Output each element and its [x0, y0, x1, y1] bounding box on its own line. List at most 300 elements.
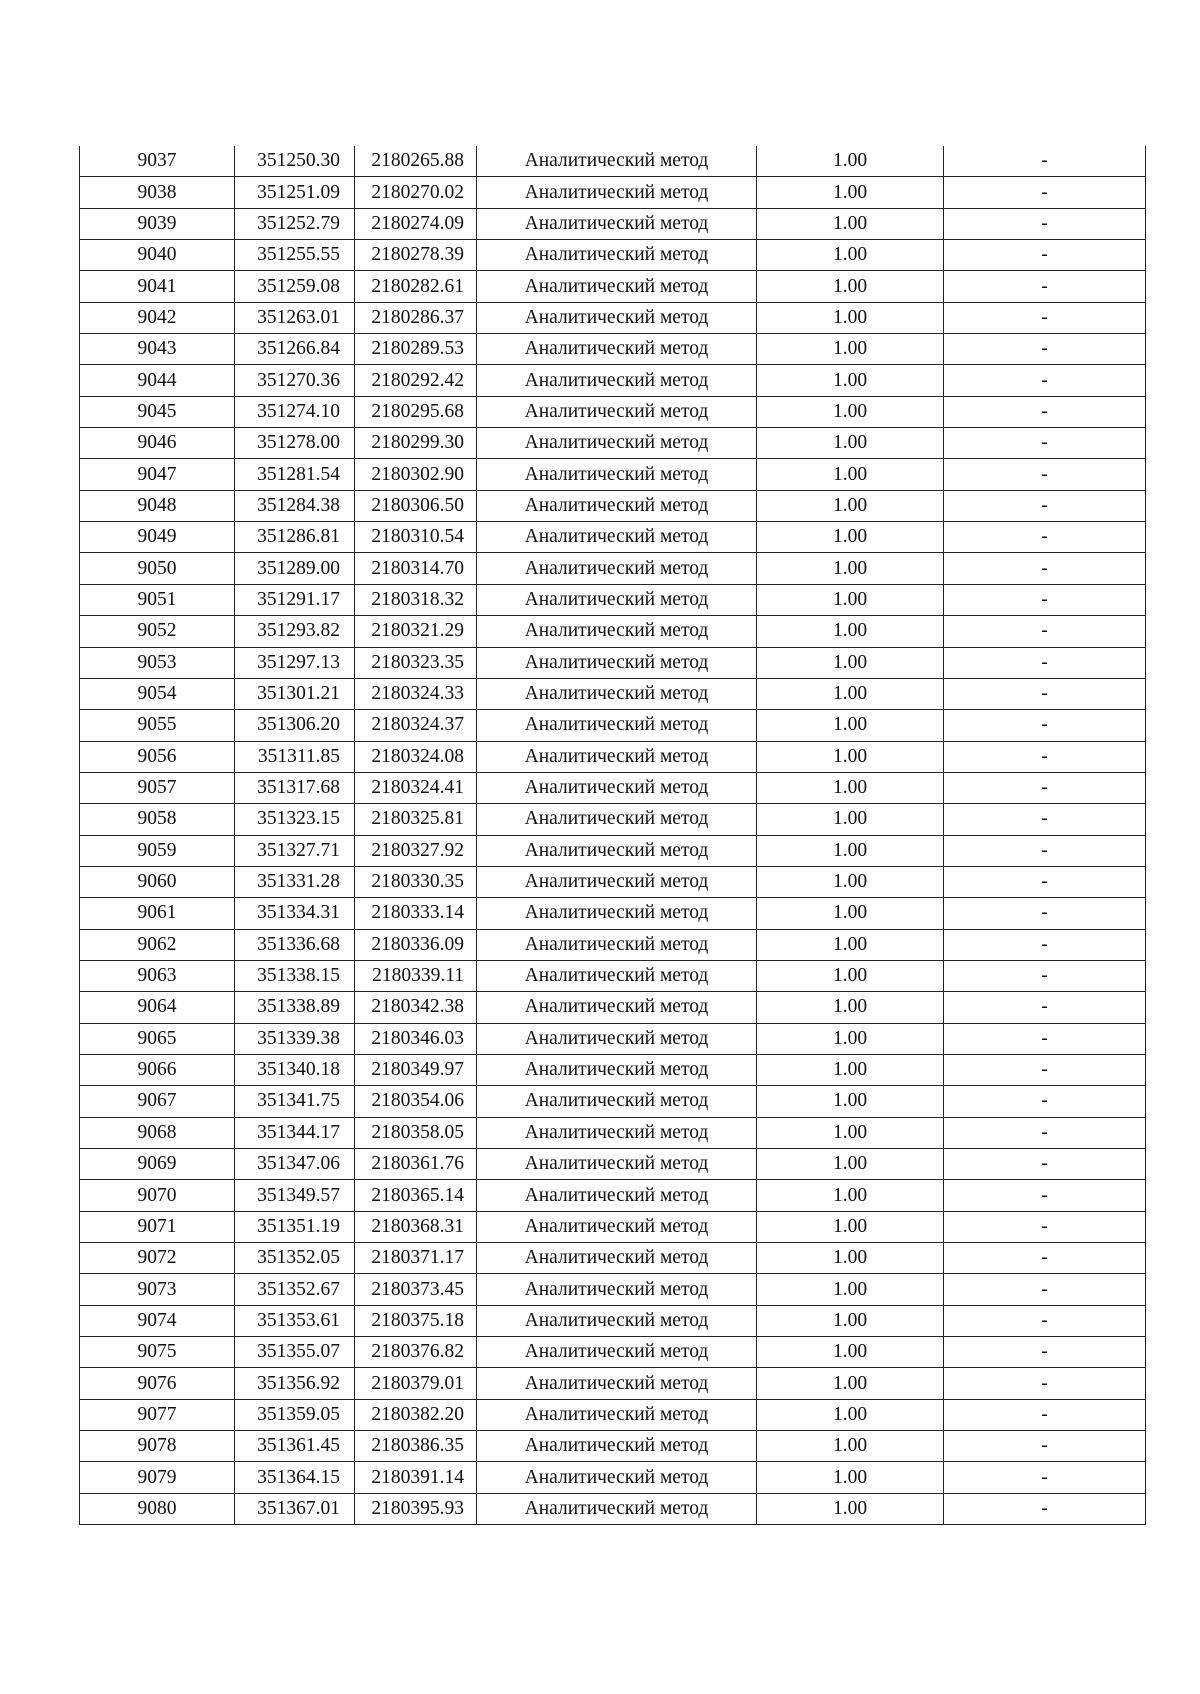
y-coordinate-cell: 2180375.18 [355, 1305, 477, 1336]
table-row [80, 898, 1146, 929]
x-coordinate-cell: 351339.38 [235, 1023, 355, 1054]
note-cell: - [944, 835, 1146, 866]
point-number-cell: 9070 [80, 1180, 235, 1211]
table-row [80, 835, 1146, 866]
y-coordinate-cell: 2180354.06 [355, 1086, 477, 1117]
method-cell: Аналитический метод [477, 490, 757, 521]
method-cell: Аналитический метод [477, 365, 757, 396]
y-coordinate-cell: 2180325.81 [355, 804, 477, 835]
point-number-cell: 9073 [80, 1274, 235, 1305]
method-cell: Аналитический метод [477, 992, 757, 1023]
note-cell: - [944, 271, 1146, 302]
method-cell: Аналитический метод [477, 741, 757, 772]
point-number-cell: 9057 [80, 772, 235, 803]
table-row [80, 1243, 1146, 1274]
y-coordinate-cell: 2180274.09 [355, 208, 477, 239]
x-coordinate-cell: 351327.71 [235, 835, 355, 866]
table-row [80, 1305, 1146, 1336]
method-cell: Аналитический метод [477, 866, 757, 897]
x-coordinate-cell: 351293.82 [235, 616, 355, 647]
note-cell: - [944, 334, 1146, 365]
x-coordinate-cell: 351344.17 [235, 1117, 355, 1148]
x-coordinate-cell: 351274.10 [235, 396, 355, 427]
accuracy-cell: 1.00 [757, 334, 944, 365]
point-number-cell: 9041 [80, 271, 235, 302]
x-coordinate-cell: 351347.06 [235, 1149, 355, 1180]
table-row [80, 365, 1146, 396]
y-coordinate-cell: 2180314.70 [355, 553, 477, 584]
y-coordinate-cell: 2180324.08 [355, 741, 477, 772]
x-coordinate-cell: 351270.36 [235, 365, 355, 396]
accuracy-cell: 1.00 [757, 866, 944, 897]
point-number-cell: 9061 [80, 898, 235, 929]
point-number-cell: 9038 [80, 177, 235, 208]
accuracy-cell: 1.00 [757, 741, 944, 772]
note-cell: - [944, 208, 1146, 239]
table-row [80, 553, 1146, 584]
method-cell: Аналитический метод [477, 428, 757, 459]
note-cell: - [944, 992, 1146, 1023]
y-coordinate-cell: 2180379.01 [355, 1368, 477, 1399]
accuracy-cell: 1.00 [757, 898, 944, 929]
x-coordinate-cell: 351289.00 [235, 553, 355, 584]
point-number-cell: 9068 [80, 1117, 235, 1148]
y-coordinate-cell: 2180318.32 [355, 584, 477, 615]
accuracy-cell: 1.00 [757, 1337, 944, 1368]
accuracy-cell: 1.00 [757, 835, 944, 866]
accuracy-cell: 1.00 [757, 1274, 944, 1305]
point-number-cell: 9054 [80, 678, 235, 709]
y-coordinate-cell: 2180349.97 [355, 1054, 477, 1085]
point-number-cell: 9062 [80, 929, 235, 960]
method-cell: Аналитический метод [477, 1023, 757, 1054]
y-coordinate-cell: 2180371.17 [355, 1243, 477, 1274]
table-row [80, 1180, 1146, 1211]
accuracy-cell: 1.00 [757, 1211, 944, 1242]
table-row [80, 177, 1146, 208]
method-cell: Аналитический метод [477, 929, 757, 960]
y-coordinate-cell: 2180282.61 [355, 271, 477, 302]
method-cell: Аналитический метод [477, 1243, 757, 1274]
table-row [80, 647, 1146, 678]
table-row [80, 240, 1146, 271]
y-coordinate-cell: 2180327.92 [355, 835, 477, 866]
point-number-cell: 9069 [80, 1149, 235, 1180]
point-number-cell: 9058 [80, 804, 235, 835]
y-coordinate-cell: 2180336.09 [355, 929, 477, 960]
method-cell: Аналитический метод [477, 616, 757, 647]
table-row [80, 1274, 1146, 1305]
accuracy-cell: 1.00 [757, 490, 944, 521]
table-row [80, 1211, 1146, 1242]
table-row [80, 1023, 1146, 1054]
y-coordinate-cell: 2180289.53 [355, 334, 477, 365]
point-number-cell: 9060 [80, 866, 235, 897]
x-coordinate-cell: 351306.20 [235, 710, 355, 741]
point-number-cell: 9065 [80, 1023, 235, 1054]
y-coordinate-cell: 2180302.90 [355, 459, 477, 490]
point-number-cell: 9080 [80, 1493, 235, 1524]
accuracy-cell: 1.00 [757, 1399, 944, 1430]
note-cell: - [944, 960, 1146, 991]
x-coordinate-cell: 351352.67 [235, 1274, 355, 1305]
point-number-cell: 9055 [80, 710, 235, 741]
point-number-cell: 9045 [80, 396, 235, 427]
x-coordinate-cell: 351341.75 [235, 1086, 355, 1117]
x-coordinate-cell: 351251.09 [235, 177, 355, 208]
y-coordinate-cell: 2180323.35 [355, 647, 477, 678]
accuracy-cell: 1.00 [757, 553, 944, 584]
accuracy-cell: 1.00 [757, 271, 944, 302]
method-cell: Аналитический метод [477, 334, 757, 365]
accuracy-cell: 1.00 [757, 1493, 944, 1524]
note-cell: - [944, 1462, 1146, 1493]
accuracy-cell: 1.00 [757, 616, 944, 647]
table-row [80, 1149, 1146, 1180]
table-row [80, 1399, 1146, 1430]
accuracy-cell: 1.00 [757, 1462, 944, 1493]
note-cell: - [944, 804, 1146, 835]
note-cell: - [944, 396, 1146, 427]
method-cell: Аналитический метод [477, 1274, 757, 1305]
accuracy-cell: 1.00 [757, 146, 944, 177]
note-cell: - [944, 1305, 1146, 1336]
accuracy-cell: 1.00 [757, 240, 944, 271]
point-number-cell: 9072 [80, 1243, 235, 1274]
note-cell: - [944, 898, 1146, 929]
point-number-cell: 9079 [80, 1462, 235, 1493]
note-cell: - [944, 1211, 1146, 1242]
method-cell: Аналитический метод [477, 1368, 757, 1399]
note-cell: - [944, 240, 1146, 271]
note-cell: - [944, 177, 1146, 208]
point-number-cell: 9074 [80, 1305, 235, 1336]
table-row [80, 1462, 1146, 1493]
method-cell: Аналитический метод [477, 710, 757, 741]
note-cell: - [944, 490, 1146, 521]
y-coordinate-cell: 2180386.35 [355, 1431, 477, 1462]
x-coordinate-cell: 351359.05 [235, 1399, 355, 1430]
method-cell: Аналитический метод [477, 804, 757, 835]
note-cell: - [944, 302, 1146, 333]
accuracy-cell: 1.00 [757, 396, 944, 427]
y-coordinate-cell: 2180368.31 [355, 1211, 477, 1242]
note-cell: - [944, 772, 1146, 803]
y-coordinate-cell: 2180295.68 [355, 396, 477, 427]
x-coordinate-cell: 351323.15 [235, 804, 355, 835]
method-cell: Аналитический метод [477, 522, 757, 553]
method-cell: Аналитический метод [477, 1117, 757, 1148]
accuracy-cell: 1.00 [757, 1180, 944, 1211]
table-row [80, 146, 1146, 177]
accuracy-cell: 1.00 [757, 647, 944, 678]
method-cell: Аналитический метод [477, 898, 757, 929]
y-coordinate-cell: 2180361.76 [355, 1149, 477, 1180]
method-cell: Аналитический метод [477, 302, 757, 333]
method-cell: Аналитический метод [477, 647, 757, 678]
note-cell: - [944, 1493, 1146, 1524]
note-cell: - [944, 553, 1146, 584]
x-coordinate-cell: 351301.21 [235, 678, 355, 709]
point-number-cell: 9059 [80, 835, 235, 866]
x-coordinate-cell: 351255.55 [235, 240, 355, 271]
method-cell: Аналитический метод [477, 271, 757, 302]
method-cell: Аналитический метод [477, 1305, 757, 1336]
table-row [80, 459, 1146, 490]
y-coordinate-cell: 2180358.05 [355, 1117, 477, 1148]
y-coordinate-cell: 2180333.14 [355, 898, 477, 929]
x-coordinate-cell: 351286.81 [235, 522, 355, 553]
accuracy-cell: 1.00 [757, 1243, 944, 1274]
note-cell: - [944, 1368, 1146, 1399]
note-cell: - [944, 428, 1146, 459]
note-cell: - [944, 1086, 1146, 1117]
table-row [80, 772, 1146, 803]
accuracy-cell: 1.00 [757, 710, 944, 741]
accuracy-cell: 1.00 [757, 1368, 944, 1399]
table-row [80, 490, 1146, 521]
accuracy-cell: 1.00 [757, 929, 944, 960]
accuracy-cell: 1.00 [757, 992, 944, 1023]
x-coordinate-cell: 351340.18 [235, 1054, 355, 1085]
y-coordinate-cell: 2180391.14 [355, 1462, 477, 1493]
method-cell: Аналитический метод [477, 1086, 757, 1117]
table-row [80, 866, 1146, 897]
accuracy-cell: 1.00 [757, 584, 944, 615]
x-coordinate-cell: 351263.01 [235, 302, 355, 333]
point-number-cell: 9071 [80, 1211, 235, 1242]
point-number-cell: 9044 [80, 365, 235, 396]
method-cell: Аналитический метод [477, 678, 757, 709]
y-coordinate-cell: 2180376.82 [355, 1337, 477, 1368]
method-cell: Аналитический метод [477, 1180, 757, 1211]
y-coordinate-cell: 2180324.37 [355, 710, 477, 741]
y-coordinate-cell: 2180324.33 [355, 678, 477, 709]
x-coordinate-cell: 351250.30 [235, 146, 355, 177]
table-row [80, 584, 1146, 615]
table-row [80, 1054, 1146, 1085]
accuracy-cell: 1.00 [757, 678, 944, 709]
point-number-cell: 9037 [80, 146, 235, 177]
method-cell: Аналитический метод [477, 772, 757, 803]
x-coordinate-cell: 351259.08 [235, 271, 355, 302]
y-coordinate-cell: 2180365.14 [355, 1180, 477, 1211]
note-cell: - [944, 1023, 1146, 1054]
accuracy-cell: 1.00 [757, 302, 944, 333]
table-row [80, 302, 1146, 333]
x-coordinate-cell: 351351.19 [235, 1211, 355, 1242]
table-row [80, 1493, 1146, 1524]
x-coordinate-cell: 351331.28 [235, 866, 355, 897]
method-cell: Аналитический метод [477, 177, 757, 208]
y-coordinate-cell: 2180270.02 [355, 177, 477, 208]
accuracy-cell: 1.00 [757, 1431, 944, 1462]
y-coordinate-cell: 2180330.35 [355, 866, 477, 897]
table-row [80, 334, 1146, 365]
table-row [80, 741, 1146, 772]
accuracy-cell: 1.00 [757, 459, 944, 490]
method-cell: Аналитический метод [477, 553, 757, 584]
note-cell: - [944, 522, 1146, 553]
table-row [80, 208, 1146, 239]
point-number-cell: 9078 [80, 1431, 235, 1462]
point-number-cell: 9056 [80, 741, 235, 772]
note-cell: - [944, 1149, 1146, 1180]
method-cell: Аналитический метод [477, 459, 757, 490]
method-cell: Аналитический метод [477, 1493, 757, 1524]
note-cell: - [944, 1180, 1146, 1211]
x-coordinate-cell: 351355.07 [235, 1337, 355, 1368]
x-coordinate-cell: 351291.17 [235, 584, 355, 615]
note-cell: - [944, 1117, 1146, 1148]
method-cell: Аналитический метод [477, 960, 757, 991]
accuracy-cell: 1.00 [757, 428, 944, 459]
x-coordinate-cell: 351334.31 [235, 898, 355, 929]
point-number-cell: 9043 [80, 334, 235, 365]
x-coordinate-cell: 351367.01 [235, 1493, 355, 1524]
point-number-cell: 9047 [80, 459, 235, 490]
table-row [80, 710, 1146, 741]
table-row [80, 992, 1146, 1023]
point-number-cell: 9050 [80, 553, 235, 584]
y-coordinate-cell: 2180373.45 [355, 1274, 477, 1305]
x-coordinate-cell: 351338.15 [235, 960, 355, 991]
accuracy-cell: 1.00 [757, 1086, 944, 1117]
accuracy-cell: 1.00 [757, 208, 944, 239]
x-coordinate-cell: 351278.00 [235, 428, 355, 459]
x-coordinate-cell: 351352.05 [235, 1243, 355, 1274]
y-coordinate-cell: 2180382.20 [355, 1399, 477, 1430]
x-coordinate-cell: 351252.79 [235, 208, 355, 239]
accuracy-cell: 1.00 [757, 1305, 944, 1336]
method-cell: Аналитический метод [477, 1054, 757, 1085]
point-number-cell: 9064 [80, 992, 235, 1023]
accuracy-cell: 1.00 [757, 1117, 944, 1148]
x-coordinate-cell: 351317.68 [235, 772, 355, 803]
note-cell: - [944, 365, 1146, 396]
table-row [80, 960, 1146, 991]
method-cell: Аналитический метод [477, 584, 757, 615]
method-cell: Аналитический метод [477, 1149, 757, 1180]
note-cell: - [944, 146, 1146, 177]
note-cell: - [944, 584, 1146, 615]
accuracy-cell: 1.00 [757, 365, 944, 396]
table-row [80, 1337, 1146, 1368]
note-cell: - [944, 866, 1146, 897]
method-cell: Аналитический метод [477, 1211, 757, 1242]
y-coordinate-cell: 2180292.42 [355, 365, 477, 396]
method-cell: Аналитический метод [477, 1431, 757, 1462]
x-coordinate-cell: 351284.38 [235, 490, 355, 521]
point-number-cell: 9066 [80, 1054, 235, 1085]
point-number-cell: 9042 [80, 302, 235, 333]
point-number-cell: 9048 [80, 490, 235, 521]
point-number-cell: 9076 [80, 1368, 235, 1399]
x-coordinate-cell: 351281.54 [235, 459, 355, 490]
point-number-cell: 9051 [80, 584, 235, 615]
y-coordinate-cell: 2180342.38 [355, 992, 477, 1023]
note-cell: - [944, 1274, 1146, 1305]
note-cell: - [944, 616, 1146, 647]
note-cell: - [944, 1399, 1146, 1430]
point-number-cell: 9049 [80, 522, 235, 553]
y-coordinate-cell: 2180299.30 [355, 428, 477, 459]
x-coordinate-cell: 351356.92 [235, 1368, 355, 1399]
y-coordinate-cell: 2180286.37 [355, 302, 477, 333]
note-cell: - [944, 1431, 1146, 1462]
accuracy-cell: 1.00 [757, 772, 944, 803]
table-row [80, 1431, 1146, 1462]
note-cell: - [944, 678, 1146, 709]
table-row [80, 396, 1146, 427]
accuracy-cell: 1.00 [757, 960, 944, 991]
coordinates-table [79, 146, 1146, 1525]
x-coordinate-cell: 351338.89 [235, 992, 355, 1023]
y-coordinate-cell: 2180321.29 [355, 616, 477, 647]
table-row [80, 428, 1146, 459]
method-cell: Аналитический метод [477, 1399, 757, 1430]
method-cell: Аналитический метод [477, 1337, 757, 1368]
accuracy-cell: 1.00 [757, 177, 944, 208]
y-coordinate-cell: 2180324.41 [355, 772, 477, 803]
note-cell: - [944, 929, 1146, 960]
table-row [80, 1117, 1146, 1148]
accuracy-cell: 1.00 [757, 1023, 944, 1054]
accuracy-cell: 1.00 [757, 804, 944, 835]
x-coordinate-cell: 351297.13 [235, 647, 355, 678]
accuracy-cell: 1.00 [757, 1054, 944, 1085]
note-cell: - [944, 1054, 1146, 1085]
note-cell: - [944, 647, 1146, 678]
point-number-cell: 9053 [80, 647, 235, 678]
table-row [80, 804, 1146, 835]
table-row [80, 1368, 1146, 1399]
table-row [80, 678, 1146, 709]
note-cell: - [944, 710, 1146, 741]
point-number-cell: 9063 [80, 960, 235, 991]
method-cell: Аналитический метод [477, 396, 757, 427]
method-cell: Аналитический метод [477, 208, 757, 239]
note-cell: - [944, 1337, 1146, 1368]
accuracy-cell: 1.00 [757, 522, 944, 553]
y-coordinate-cell: 2180346.03 [355, 1023, 477, 1054]
x-coordinate-cell: 351353.61 [235, 1305, 355, 1336]
point-number-cell: 9075 [80, 1337, 235, 1368]
x-coordinate-cell: 351349.57 [235, 1180, 355, 1211]
y-coordinate-cell: 2180395.93 [355, 1493, 477, 1524]
accuracy-cell: 1.00 [757, 1149, 944, 1180]
y-coordinate-cell: 2180339.11 [355, 960, 477, 991]
x-coordinate-cell: 351311.85 [235, 741, 355, 772]
table-row [80, 271, 1146, 302]
point-number-cell: 9077 [80, 1399, 235, 1430]
note-cell: - [944, 741, 1146, 772]
point-number-cell: 9046 [80, 428, 235, 459]
method-cell: Аналитический метод [477, 146, 757, 177]
method-cell: Аналитический метод [477, 835, 757, 866]
point-number-cell: 9039 [80, 208, 235, 239]
point-number-cell: 9067 [80, 1086, 235, 1117]
x-coordinate-cell: 351266.84 [235, 334, 355, 365]
y-coordinate-cell: 2180278.39 [355, 240, 477, 271]
note-cell: - [944, 1243, 1146, 1274]
y-coordinate-cell: 2180310.54 [355, 522, 477, 553]
method-cell: Аналитический метод [477, 240, 757, 271]
x-coordinate-cell: 351361.45 [235, 1431, 355, 1462]
x-coordinate-cell: 351364.15 [235, 1462, 355, 1493]
table-row [80, 929, 1146, 960]
y-coordinate-cell: 2180306.50 [355, 490, 477, 521]
